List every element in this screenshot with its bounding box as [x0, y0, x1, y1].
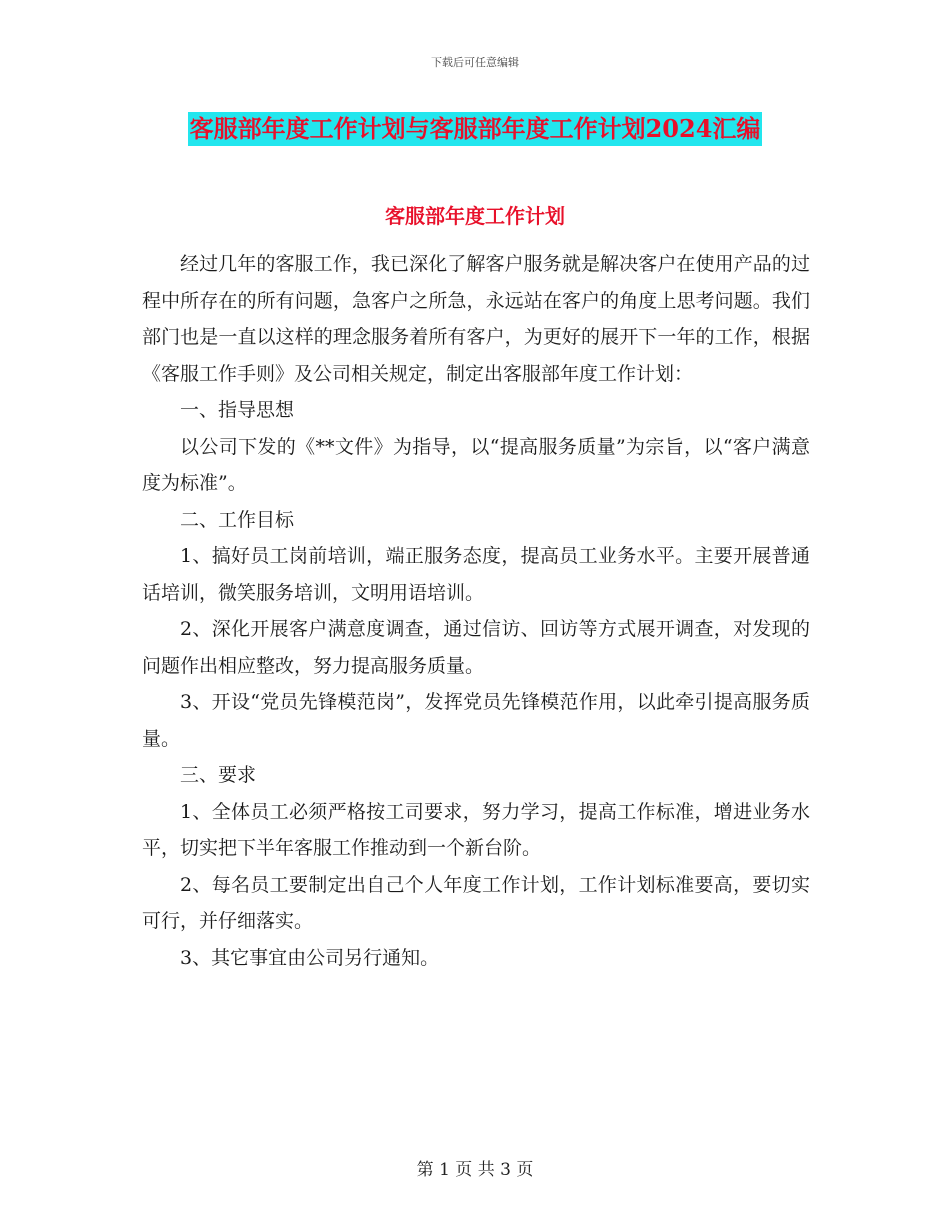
header-note: 下载后可任意编辑 — [431, 56, 519, 69]
heading-work-goals: 二、工作目标 — [180, 508, 295, 531]
heading-requirements: 三、要求 — [180, 764, 257, 786]
document-body — [142, 246, 810, 976]
paragraph-goal-3: 3、开设“党员先锋模范岗”，发挥党员先锋模范作用，以此牵引提高服务质量。 — [142, 691, 810, 750]
section-title: 客服部年度工作计划 — [385, 204, 565, 228]
main-title-container — [0, 112, 950, 146]
paragraph-requirement-2: 2、每名员工要制定出自己个人年度工作计划，工作计划标准要高，要切实可行，并仔细落实。 — [142, 873, 810, 932]
paragraph-guiding-ideology: 以公司下发的《**文件》为指导，以“提高服务质量”为宗旨，以“客户满意度为标准”。 — [142, 435, 810, 494]
paragraph-requirement-1: 1、全体员工必须严格按工司要求，努力学习，提高工作标准，增进业务水平，切实把下半年客服工作推动到一个新台阶。 — [142, 800, 810, 859]
document-title: 客服部年度工作计划与客服部年度工作计划2024汇编 — [188, 112, 763, 146]
paragraph-goal-1: 1、搞好员工岗前培训，端正服务态度，提高员工业务水平。主要开展普通话培训，微笑服务培训，文明用语培训。 — [142, 545, 810, 604]
paragraph-intro: 经过几年的客服工作，我已深化了解客户服务就是解决客户在使用产品的过程中所存在的所有问题，急客户之所急，永远站在客户的角度上思考问题。我们部门也是一直以这样的理念服务着所有客户，为更好的展开下一年的工作，根据《客服工作手则》及公司相关规定，制定出客服部年度工作计划： — [142, 253, 810, 385]
paragraph-goal-2: 2、深化开展客户满意度调查，通过信访、回访等方式展开调查，对发现的问题作出相应整改，努力提高服务质量。 — [142, 618, 810, 677]
heading-guiding-ideology: 一、指导思想 — [180, 399, 295, 421]
page-footer: 第 1 页 共 3 页 — [416, 1160, 534, 1180]
paragraph-requirement-3: 3、其它事宜由公司另行通知。 — [180, 946, 440, 969]
